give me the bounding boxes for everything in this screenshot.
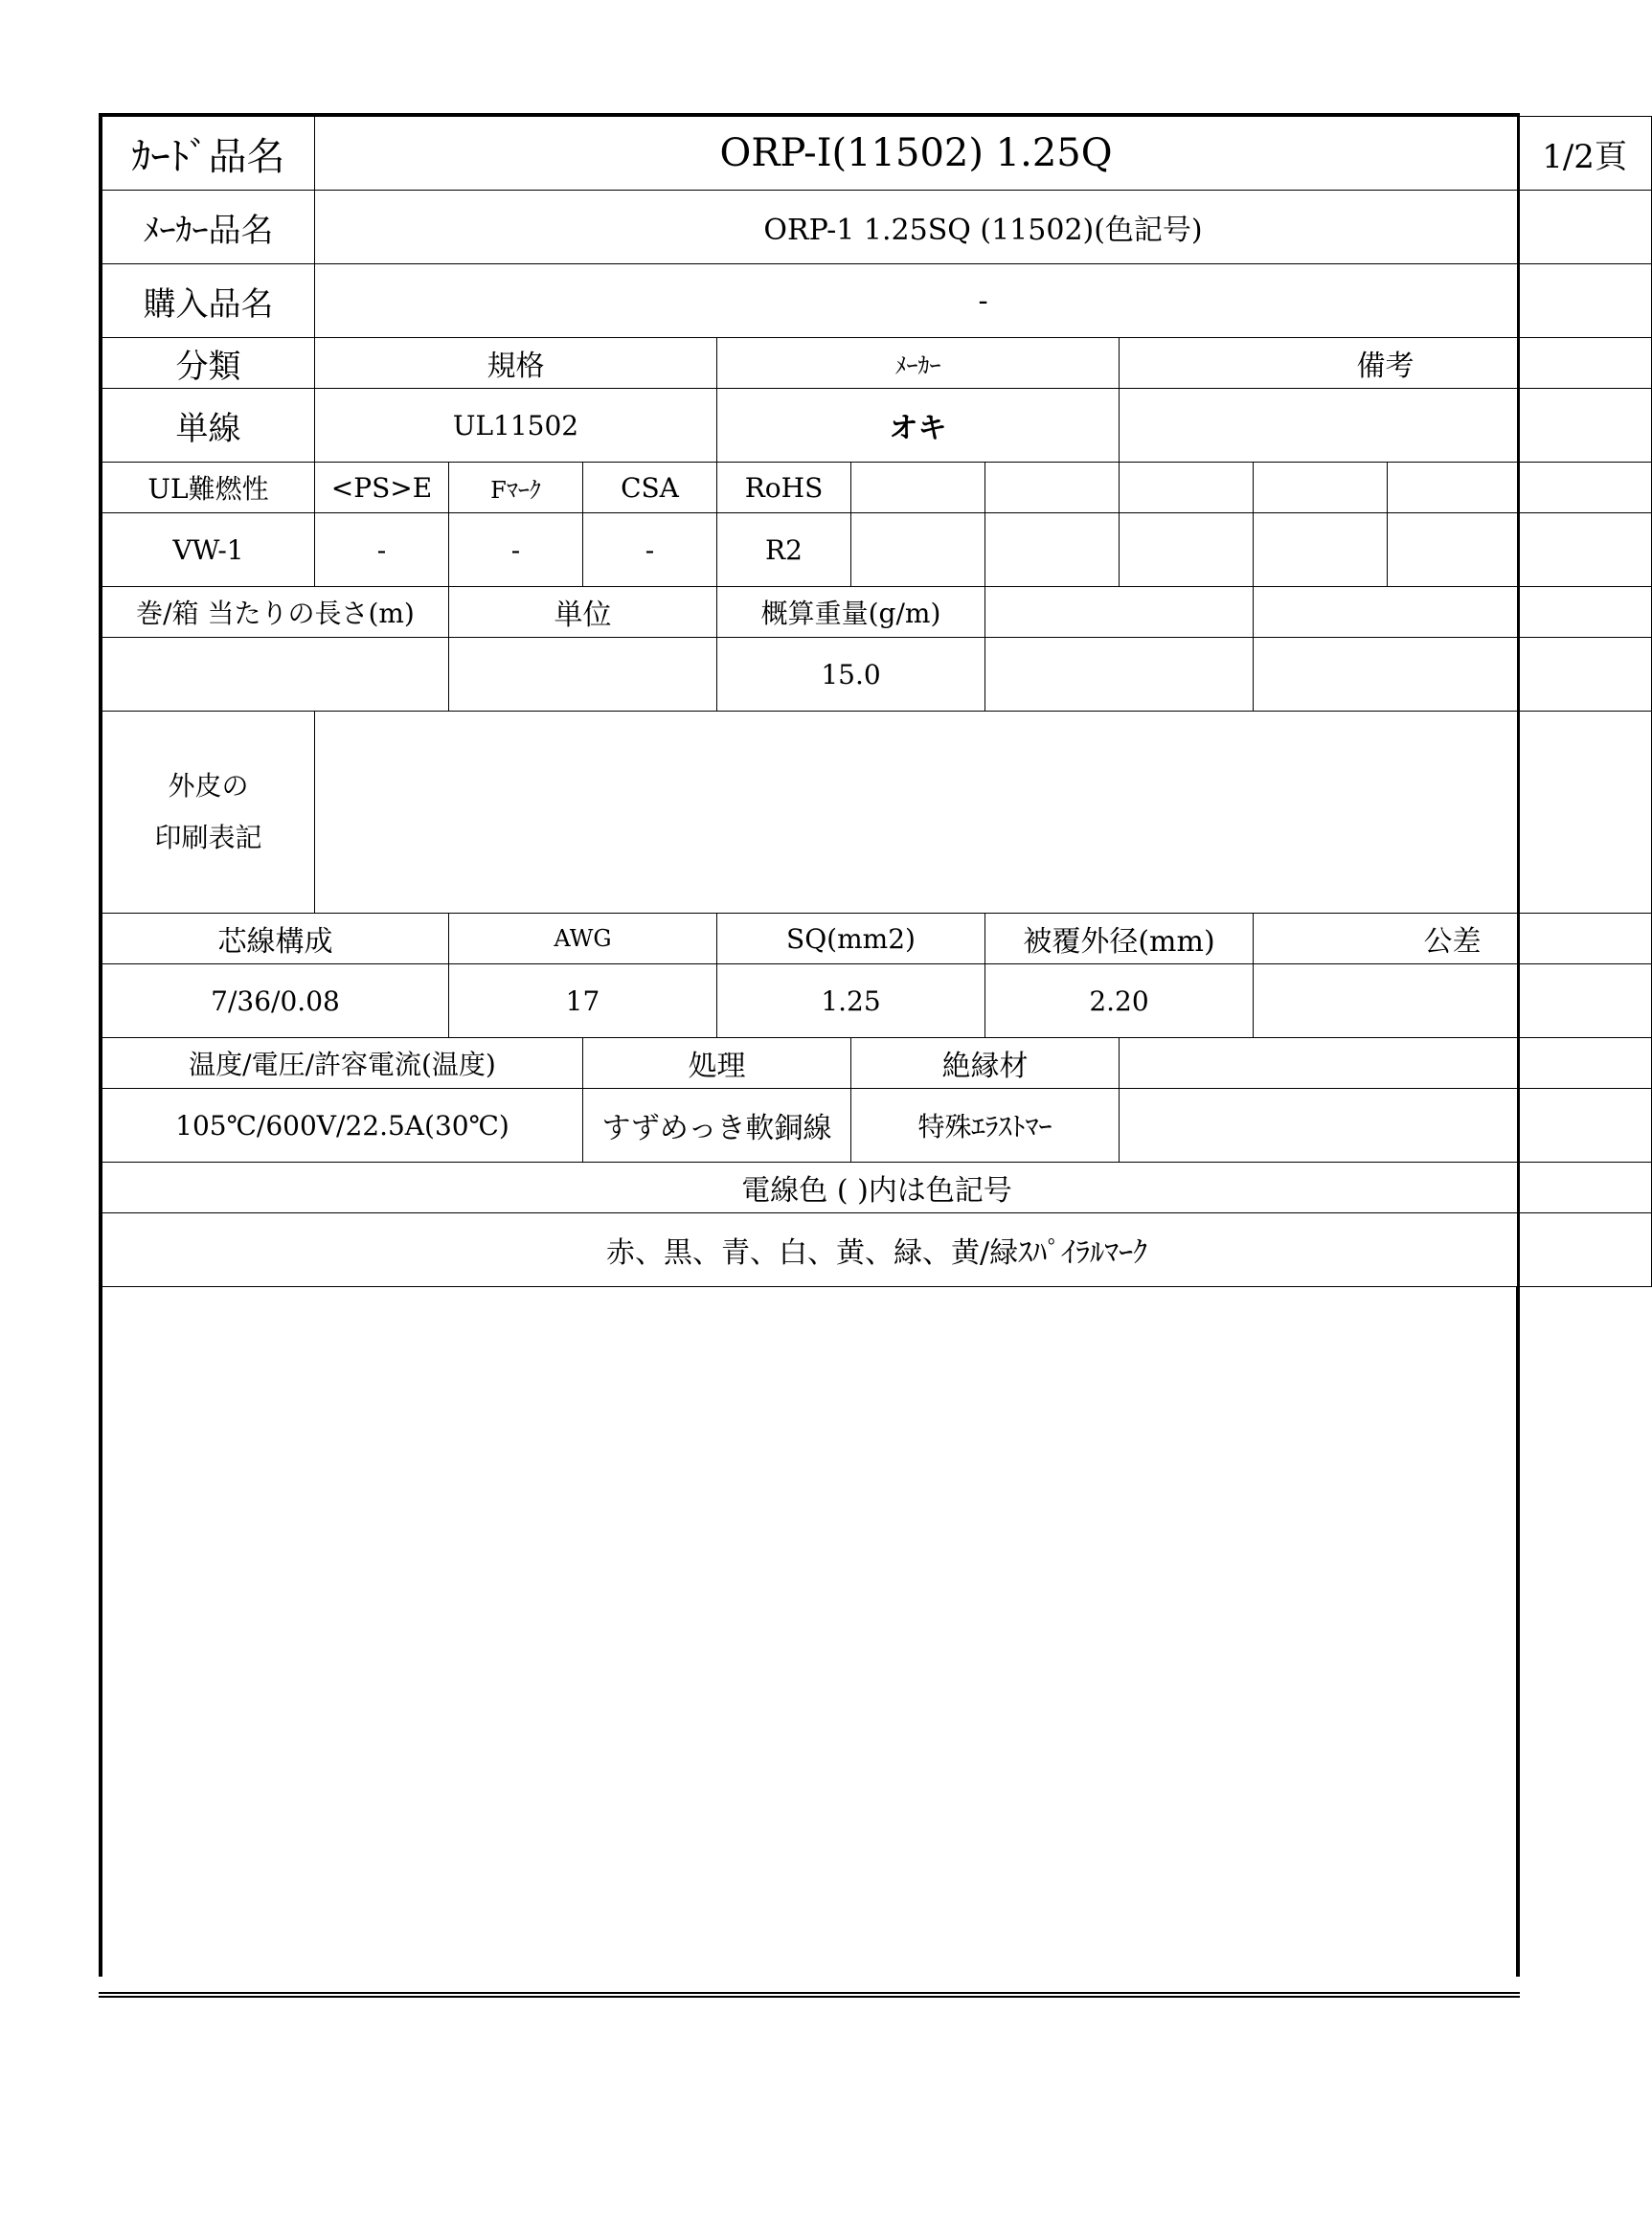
weight-header: 概算重量(g/m): [717, 587, 985, 638]
maker-name-label: ﾒｰｶｰ品名: [102, 191, 315, 264]
print-marking-label-line1: 外皮の: [168, 770, 249, 802]
wire-colors-header: 電線色 ( )内は色記号: [102, 1163, 1652, 1213]
fmark-value: -: [449, 513, 583, 587]
maker-value: オキ: [717, 389, 1120, 463]
empty-cert-value: [1120, 513, 1254, 587]
category-value: 単線: [102, 389, 315, 463]
pse-header: <PS>E: [315, 463, 449, 513]
empty-cert-value: [851, 513, 985, 587]
conductor-construction-header: 芯線構成: [102, 914, 449, 964]
bottom-double-rule: [99, 1992, 1520, 1998]
length-per-reel-header: 巻/箱 当たりの長さ(m): [102, 587, 449, 638]
unit-value: [449, 638, 717, 712]
empty-packaging-value: [985, 638, 1254, 712]
tolerance-value: [1254, 964, 1652, 1038]
sq-header: SQ(mm2): [717, 914, 985, 964]
category-header: 分類: [102, 338, 315, 389]
insulation-header: 絶縁材: [851, 1038, 1120, 1089]
rohs-value: R2: [717, 513, 851, 587]
empty-cert-header: [1388, 463, 1652, 513]
outer-diameter-value: 2.20: [985, 964, 1254, 1038]
spec-table: [102, 116, 1652, 1287]
remarks-value: [1120, 389, 1652, 463]
tolerance-header: 公差: [1254, 914, 1652, 964]
standard-value: UL11502: [315, 389, 717, 463]
spec-sheet: [99, 113, 1627, 1977]
weight-value: 15.0: [717, 638, 985, 712]
blank-notes-area: [102, 1287, 1517, 1977]
empty-cert-value: [1254, 513, 1388, 587]
csa-value: -: [583, 513, 717, 587]
unit-header: 単位: [449, 587, 717, 638]
treatment-header: 処理: [583, 1038, 851, 1089]
empty-cert-header: [1120, 463, 1254, 513]
rating-value: 105℃/600V/22.5A(30℃): [102, 1089, 583, 1163]
purchase-name-label: 購入品名: [102, 264, 315, 338]
standard-header: 規格: [315, 338, 717, 389]
empty-rating-header: [1120, 1038, 1652, 1089]
ul-flame-header: UL難燃性: [102, 463, 315, 513]
treatment-value: すずめっき軟銅線: [583, 1089, 851, 1163]
empty-cert-value: [985, 513, 1120, 587]
card-name-value: ORP-I(11502) 1.25Q: [315, 117, 1518, 191]
awg-header: AWG: [449, 914, 717, 964]
empty-cert-header: [1254, 463, 1388, 513]
empty-cert-value: [1388, 513, 1652, 587]
remarks-header: 備考: [1120, 338, 1652, 389]
sq-value: 1.25: [717, 964, 985, 1038]
outer-diameter-header: 被覆外径(mm): [985, 914, 1254, 964]
rohs-header: RoHS: [717, 463, 851, 513]
empty-cert-header: [851, 463, 985, 513]
maker-name-value: ORP-1 1.25SQ (11502)(色記号): [315, 191, 1652, 264]
conductor-construction-value: 7/36/0.08: [102, 964, 449, 1038]
empty-cert-header: [985, 463, 1120, 513]
print-marking-label-line2: 印刷表記: [154, 822, 262, 853]
csa-header: CSA: [583, 463, 717, 513]
print-marking-label: [102, 712, 315, 914]
page-number: 1/2頁: [1518, 117, 1652, 191]
awg-value: 17: [449, 964, 717, 1038]
length-per-reel-value: [102, 638, 449, 712]
rating-header: 温度/電圧/許容電流(温度): [102, 1038, 583, 1089]
card-name-label: ｶｰﾄﾞ品名: [102, 117, 315, 191]
empty-rating-value: [1120, 1089, 1652, 1163]
maker-header: ﾒｰｶｰ: [717, 338, 1120, 389]
ul-flame-value: VW-1: [102, 513, 315, 587]
purchase-name-value: -: [315, 264, 1652, 338]
empty-packaging-header: [985, 587, 1254, 638]
wire-colors-value: 赤、黒、青、白、黄、緑、黄/緑ｽﾊﾟｲﾗﾙﾏｰｸ: [102, 1213, 1652, 1287]
pse-value: -: [315, 513, 449, 587]
fmark-header: Fﾏｰｸ: [449, 463, 583, 513]
empty-packaging-header: [1254, 587, 1652, 638]
insulation-value: 特殊ｴﾗｽﾄﾏｰ: [851, 1089, 1120, 1163]
print-marking-value: [315, 712, 1652, 914]
empty-packaging-value: [1254, 638, 1652, 712]
